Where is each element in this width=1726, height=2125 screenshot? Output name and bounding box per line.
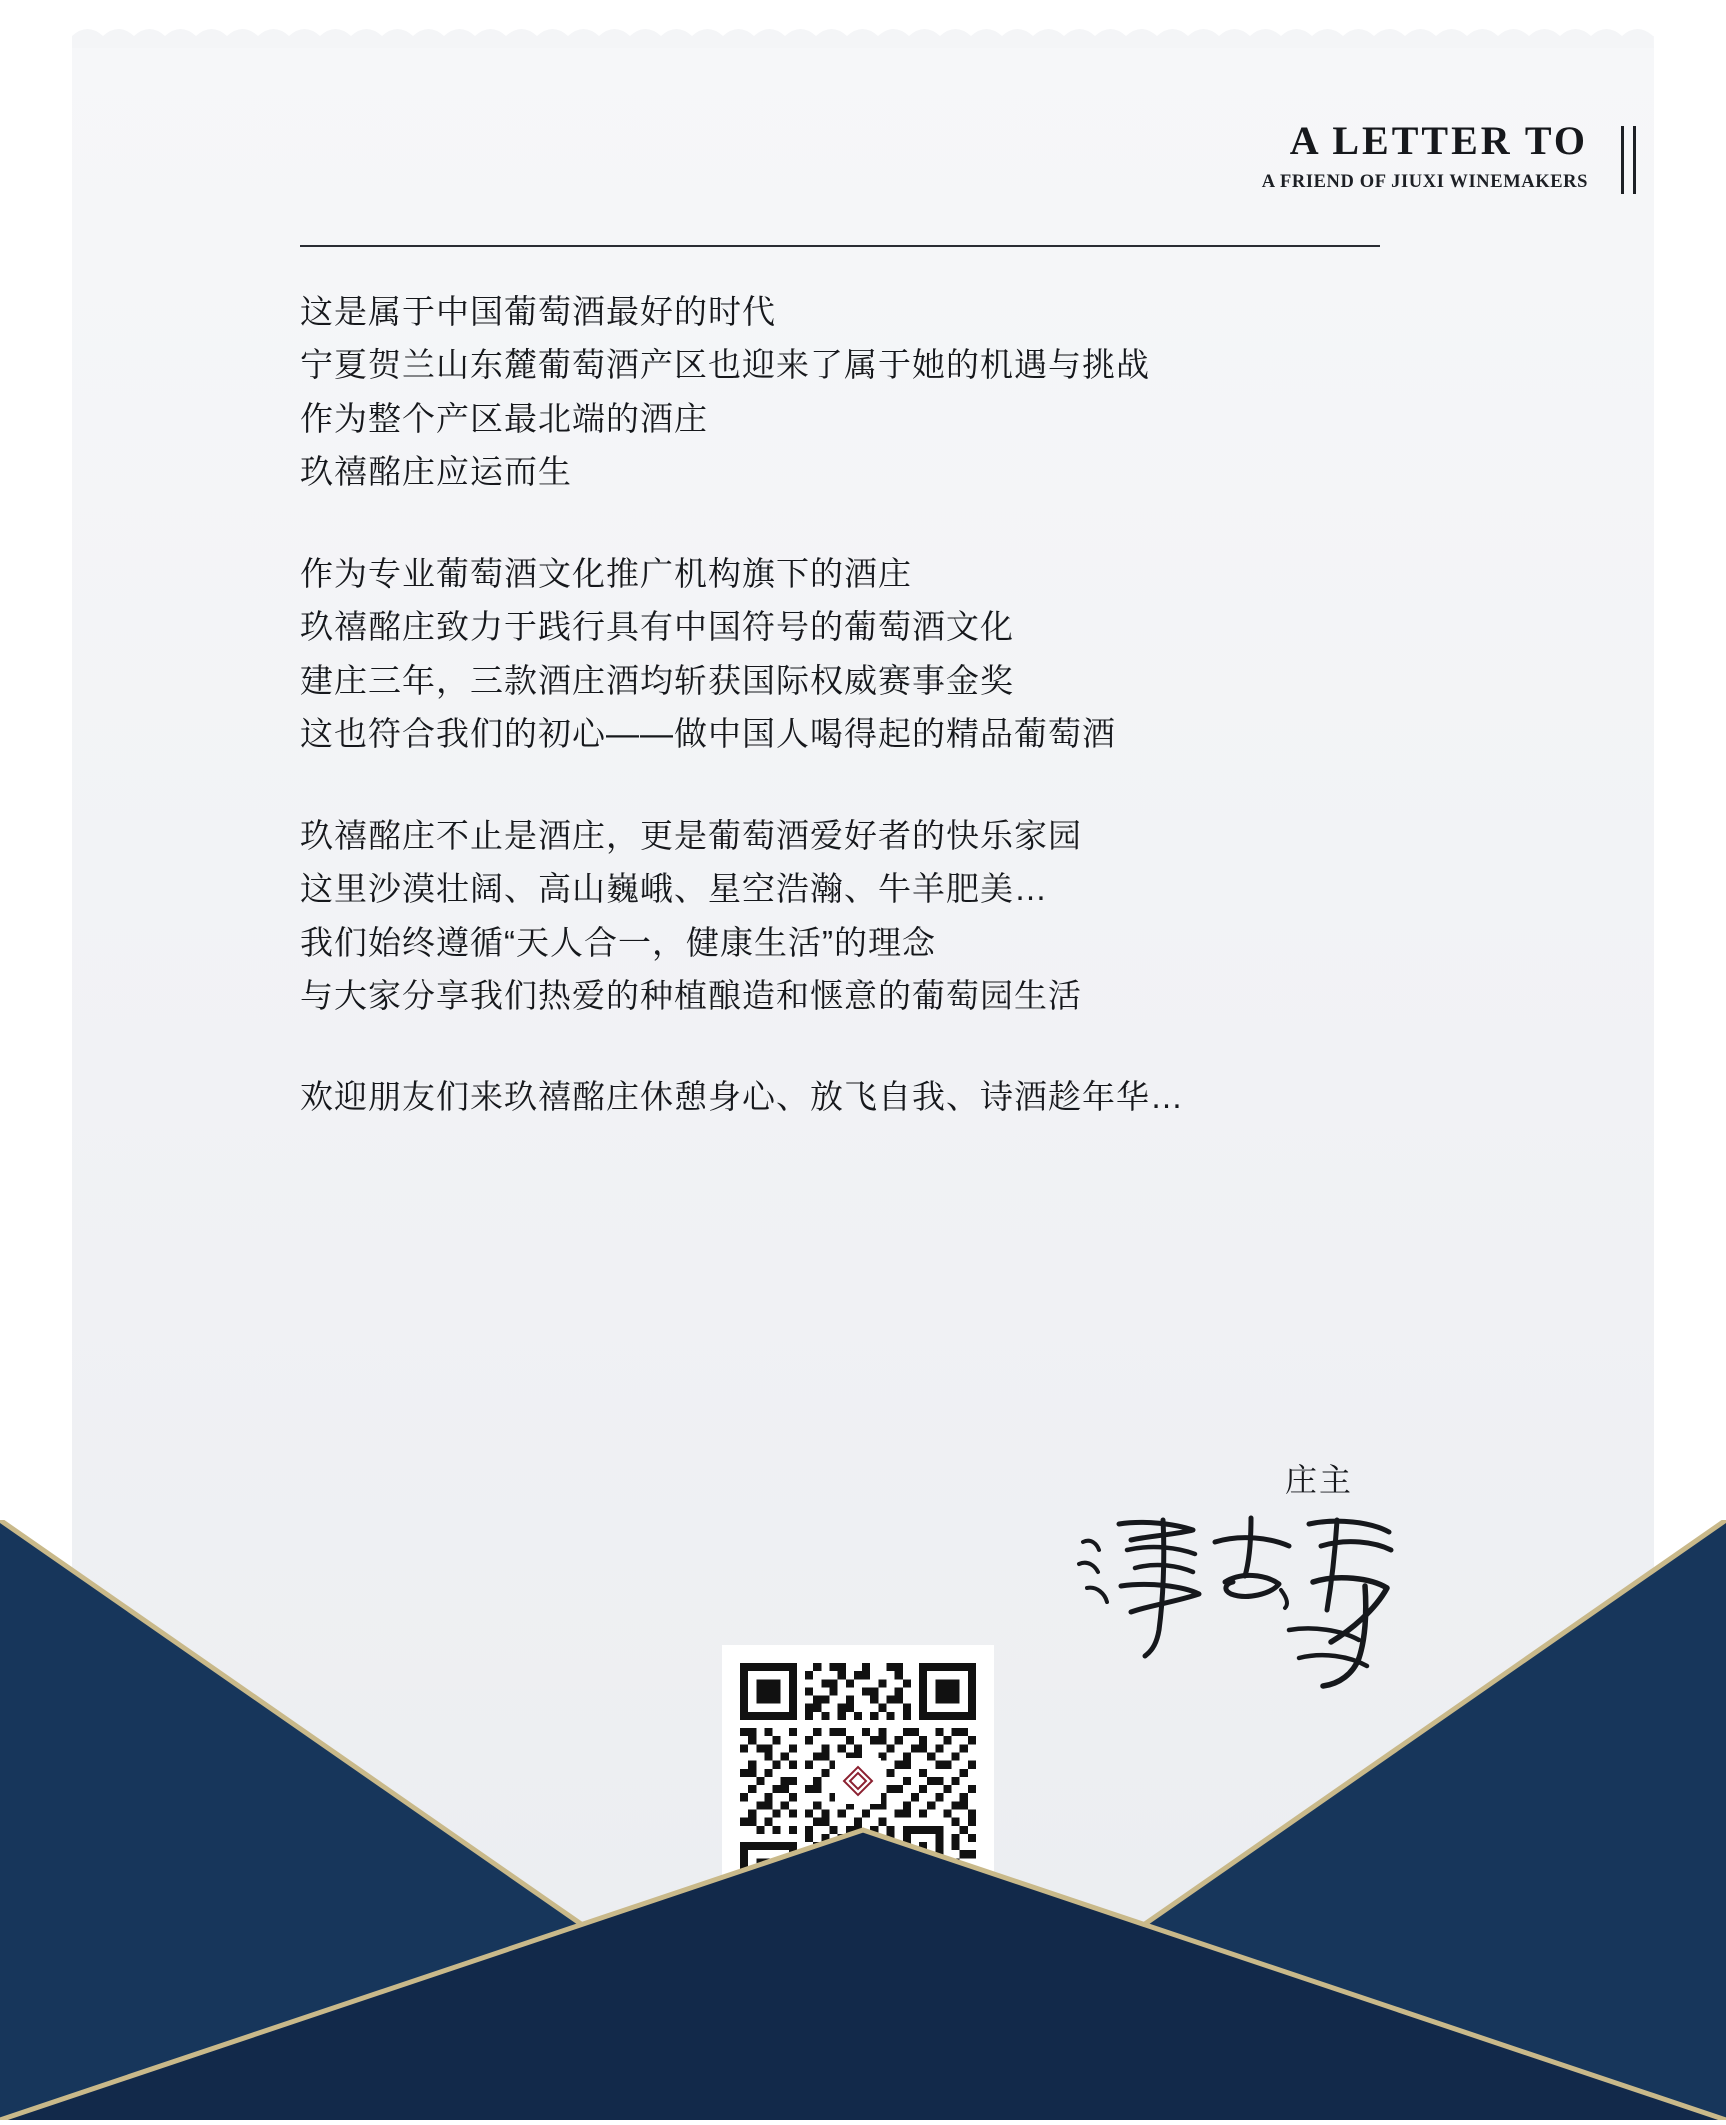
letter-line: 我们始终遵循“天人合一，健康生活”的理念 [300, 923, 936, 961]
letter-line: 玖禧酩庄应运而生 [300, 453, 572, 491]
letter-line: 这也符合我们的初心——做中国人喝得起的精品葡萄酒 [300, 715, 1116, 753]
sheet-top-scallop [72, 22, 1654, 48]
letter-header [976, 120, 1636, 193]
paragraph-4 [300, 1070, 1420, 1123]
page-title: A LETTER TO [1289, 118, 1588, 163]
letter-line: 玖禧酩庄不止是酒庄，更是葡萄酒爱好者的快乐家园 [300, 816, 1082, 854]
paragraph-2 [300, 547, 1420, 761]
letter-body [300, 285, 1420, 1124]
letter-line: 作为整个产区最北端的酒庄 [300, 399, 708, 437]
letter-line: 与大家分享我们热爱的种植酿造和惬意的葡萄园生活 [300, 976, 1082, 1014]
header-divider [300, 245, 1380, 247]
letter-line: 这里沙漠壮阔、高山巍峨、星空浩瀚、牛羊肥美… [300, 870, 1048, 908]
letter-line: 建庄三年，三款酒庄酒均斩获国际权威赛事金奖 [300, 661, 1014, 699]
page-subtitle: A FRIEND OF JIUXI WINEMAKERS [1261, 172, 1588, 192]
letter-line: 欢迎朋友们来玖禧酩庄休憩身心、放飞自我、诗酒趁年华… [300, 1078, 1184, 1116]
paragraph-1 [300, 285, 1420, 499]
signature-handwriting [1075, 1490, 1405, 1690]
letter-line: 这是属于中国葡萄酒最好的时代 [300, 293, 776, 330]
paragraph-3 [300, 809, 1420, 1023]
letter-line: 玖禧酩庄致力于践行具有中国符号的葡萄酒文化 [300, 608, 1014, 646]
qr-code[interactable] [722, 1645, 994, 1917]
signature-label: 庄主 [1285, 1462, 1354, 1498]
letter-line: 作为专业葡萄酒文化推广机构旗下的酒庄 [300, 554, 912, 592]
header-double-bar-icon [1616, 126, 1636, 194]
diamond-icon [835, 1758, 881, 1804]
letter-line: 宁夏贺兰山东麓葡萄酒产区也迎来了属于她的机遇与挑战 [300, 346, 1150, 384]
